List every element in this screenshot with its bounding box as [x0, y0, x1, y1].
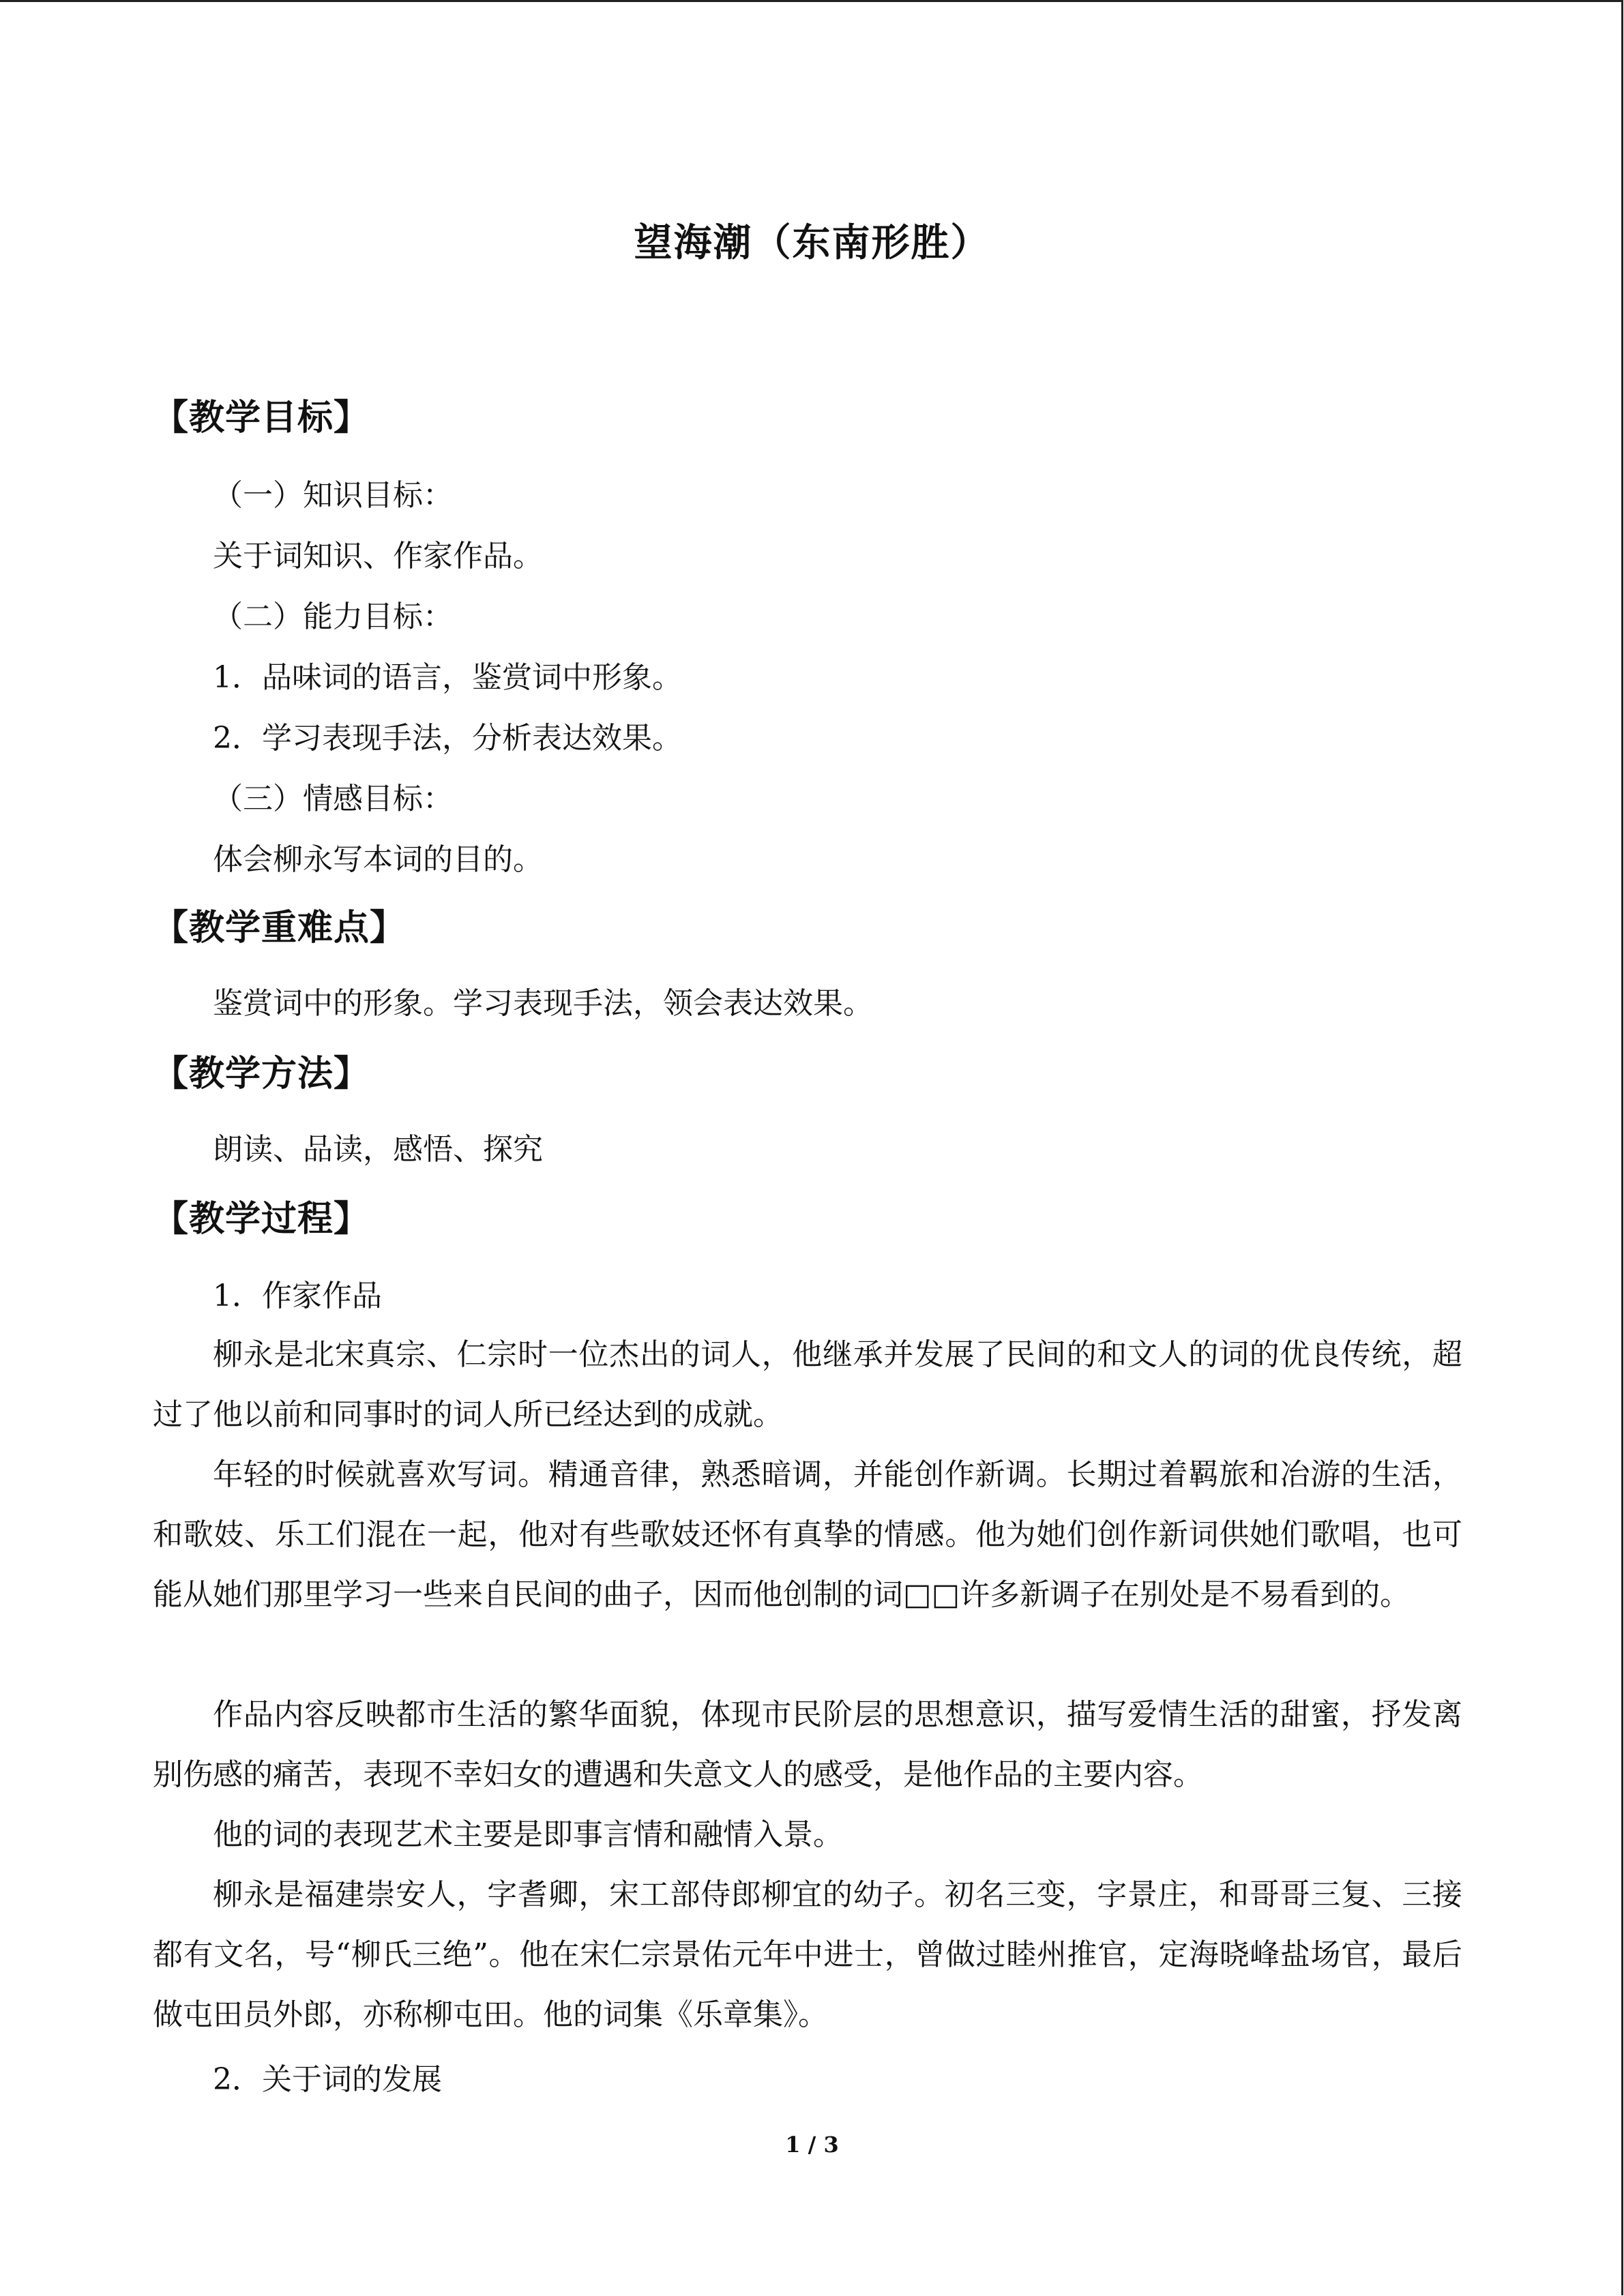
heading-teaching-methods: 【教学方法】: [153, 1054, 370, 1094]
process-step-2-title: 2．关于词的发展: [213, 2062, 442, 2097]
paragraph-work-content: 作品内容反映都市生活的繁华面貌，体现市民阶层的思想意识，描写爱情生活的甜蜜，抒发离别伤感的痛苦，表现不幸妇女的遭遇和失意文人的感受，是他作品的主要内容。: [153, 1697, 1462, 1792]
ability-objective-label: （二）能力目标：: [213, 599, 453, 634]
emotion-objective-text: 体会柳永写本词的目的。: [213, 842, 543, 877]
paragraph-biography: 柳永是福建崇安人，字耆卿，宋工部侍郎柳宜的幼子。初名三变，字景庄，和哥哥三复、三接都有文名，号“柳氏三绝”。他在宋仁宗景佑元年中进士，曾做过睦州推官，定海晓峰盐场官，最后做屯田员外郎，亦称柳屯田。他的词集《乐章集》。: [153, 1877, 1463, 2032]
heading-key-points: 【教学重难点】: [153, 908, 407, 949]
page-number: 1 / 3: [785, 2132, 839, 2158]
heading-teaching-process: 【教学过程】: [153, 1199, 370, 1240]
paragraph-artistic-style: 他的词的表现艺术主要是即事言情和融情入景。: [213, 1817, 843, 1852]
key-points-text: 鉴赏词中的形象。学习表现手法，领会表达效果。: [213, 986, 873, 1021]
process-step-1-title: 1．作家作品: [213, 1279, 382, 1313]
ability-objective-item-1: 1．品味词的语言，鉴赏词中形象。: [213, 660, 682, 695]
paragraph-author-intro: 柳永是北宋真宗、仁宗时一位杰出的词人，他继承并发展了民间的和文人的词的优良传统，超过了他以前和同事时的词人所已经达到的成就。: [153, 1337, 1462, 1432]
document-title: 望海潮（东南形胜）: [634, 221, 990, 265]
knowledge-objective-text: 关于词知识、作家作品。: [213, 539, 543, 573]
heading-teaching-objectives: 【教学目标】: [153, 398, 370, 438]
paragraph-author-youth: 年轻的时候就喜欢写词。精通音律，熟悉暗调，并能创作新调。长期过着羁旅和冶游的生活，和歌妓、乐工们混在一起，他对有些歌妓还怀有真挚的情感。他为她们创作新词供她们歌唱，也可能从她们那里学习一些来自民间的曲子，因而他创制的词□□许多新调子在别处是不易看到的。: [153, 1457, 1462, 1612]
ability-objective-item-2: 2．学习表现手法，分析表达效果。: [213, 721, 682, 756]
knowledge-objective-label: （一）知识目标：: [213, 478, 453, 513]
teaching-methods-text: 朗读、品读，感悟、探究: [213, 1132, 543, 1167]
emotion-objective-label: （三）情感目标：: [213, 781, 453, 816]
